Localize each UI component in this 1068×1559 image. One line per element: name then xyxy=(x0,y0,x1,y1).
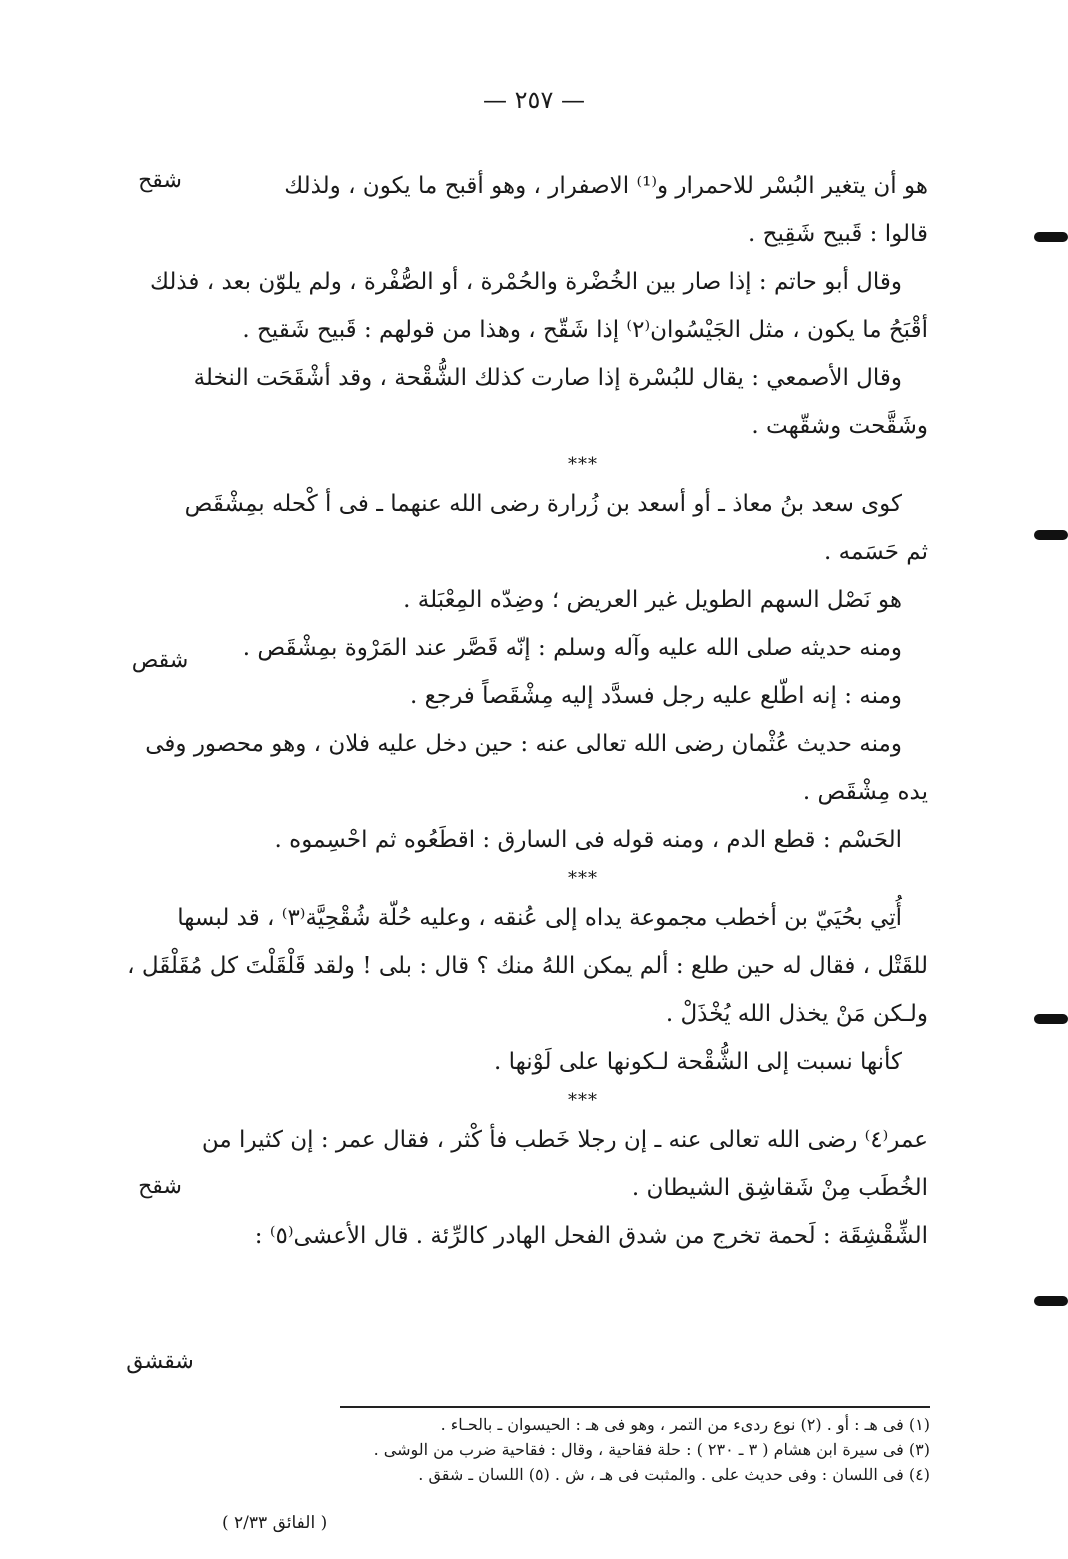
margin-marker xyxy=(1034,1014,1068,1024)
text-line: الخُطَب مِنْ شَقاشِق الشيطان . xyxy=(631,1175,928,1201)
main-text xyxy=(127,162,928,1260)
book-signature: ( الفائق ٢/٣٣ ) xyxy=(222,1513,328,1533)
margin-marker xyxy=(1034,232,1068,242)
text-line: عمر⁽٤⁾ رضى الله تعالى عنه ـ إن رجلا خَطب فأ كْثر ، فقال عمر : إن كثيرا من xyxy=(201,1127,928,1153)
text-line: هو أن يتغير البُسْر للاحمرار و⁽¹⁾ الاصفرار ، وهو أقبح ما يكون ، ولذلك xyxy=(284,173,928,199)
margin-keyword: شقشق xyxy=(126,1349,194,1374)
footnote-line: (١) فى هـ : أو . (٢) نوع ردىء من التمر ، وهو فى هـ : الحيسوان ـ بالحـاء . xyxy=(440,1415,930,1434)
text-line: قالوا : قَبيح شَقِيح . xyxy=(747,221,928,247)
text-line: وقال الأصمعي : يقال للبُسْرة إذا صارت كذلك الشُّقْحة ، وقد أشْقَحَت النخلة xyxy=(193,365,902,391)
text-line: كوى سعد بنُ معاذ ـ أو أسعد بن زُرارة رضى الله عنهما ـ فى أ كْحله بمِشْقَص xyxy=(184,491,902,517)
text-line: للقَتْل ، فقال له حين طلع : ألم يمكن اللهُ منك ؟ قال : بلى ! ولقد قَلْقَلْتَ كل مُقَلْقَل ، xyxy=(127,953,928,979)
section-separator: *** xyxy=(568,1090,598,1111)
text-line: ثم حَسَمه . xyxy=(823,539,928,565)
text-line: وشَقَّحت وشقّهت . xyxy=(751,413,928,439)
margin-keyword: شقص xyxy=(131,648,189,673)
text-line: ولـكن مَنْ يخذل الله يُخْذَلْ . xyxy=(665,1001,928,1027)
footnotes xyxy=(230,1412,930,1487)
text-line: يده مِشْقَص . xyxy=(802,779,928,805)
text-line: ومنه حديث عُثْمان رضى الله تعالى عنه : حين دخل عليه فلان ، وهو محصور وفى xyxy=(145,731,902,757)
section-separator: *** xyxy=(568,868,598,889)
footnote-line: (٤) فى اللسان : وفى حديث على . والمثبت فى هـ ، ش . (٥) اللسان ـ شقق . xyxy=(418,1465,930,1484)
text-line: وقال أبو حاتم : إذا صار بين الخُضْرة والحُمْرة ، أو الصُّفْرة ، ولم يلوّن بعد ، فذلك xyxy=(149,269,902,295)
margin-keyword: شقح xyxy=(138,168,182,193)
text-line: هو نَصْل السهم الطويل غير العريض ؛ وضِدّه المِعْبَلة . xyxy=(403,587,902,613)
margin-marker xyxy=(1034,530,1068,540)
margin-keyword: شقح xyxy=(138,1174,182,1199)
text-line: أُتِي بحُيَيّ بن أخطب مجموعة يداه إلى عُنقه ، وعليه حُلّة شُقْحِيَّة⁽٣⁾ ، قد لبسها xyxy=(177,905,902,931)
section-separator: *** xyxy=(568,454,598,475)
footnote-divider xyxy=(340,1406,930,1408)
footnote-line: (٣) فى سيرة ابن هشام ( ٣ ـ ٢٣٠ ) : حلة فقاحية ، وقال : فقاحية ضرب من الوشى . xyxy=(373,1440,930,1459)
page-number: — ٢٥٧ — xyxy=(483,86,585,114)
text-line: كأنها نسبت إلى الشُّقْحة لـكونها على لَوْنها . xyxy=(494,1049,902,1075)
text-line: ومنه : إنه اطّلع عليه رجل فسدَّد إليه مِشْقَصاً فرجع . xyxy=(410,683,902,709)
text-line: أقْبَحُ ما يكون ، مثل الجَيْسُوان⁽٢⁾ إذا شَقّح ، وهذا من قولهم : قَبيح شَقيح . xyxy=(242,317,928,343)
margin-marker xyxy=(1034,1296,1068,1306)
text-line: الحَسْم : قطع الدم ، ومنه قوله فى السارق : اقطَعُوه ثم احْسِموه . xyxy=(274,827,902,853)
text-line: الشِّقْشِقَة : لَحمة تخرج من شدق الفحل الهادر كالرِّئة . قال الأعشى⁽٥⁾ : xyxy=(254,1223,928,1249)
text-line: ومنه حديثه صلى الله عليه وآله وسلم : إنّه قَصَّر عند المَرْوة بمِشْقَص . xyxy=(242,635,902,661)
